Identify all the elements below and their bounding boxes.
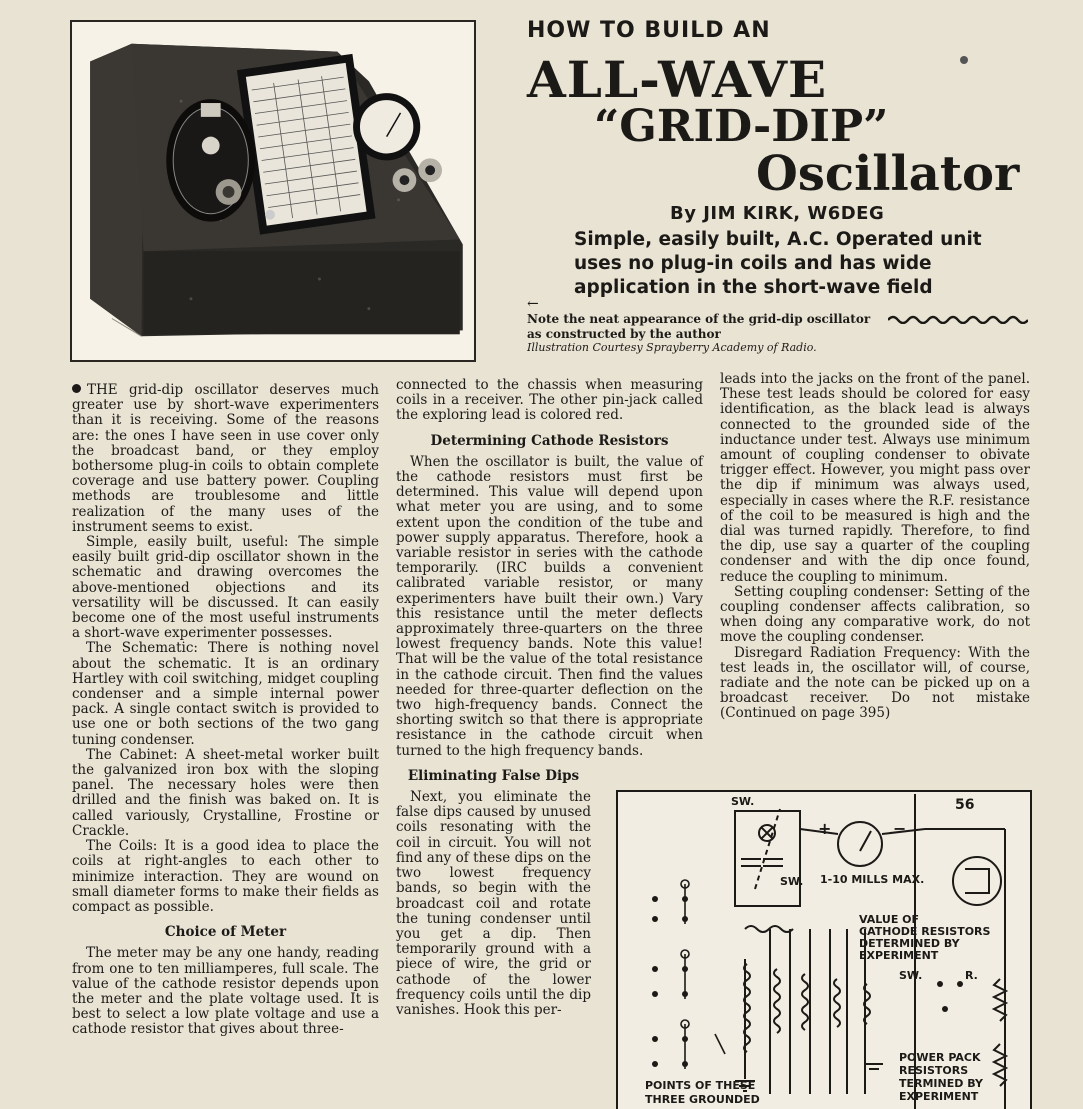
article-column-3 (720, 372, 1030, 722)
section-heading: Determining Cathode Resistors (430, 432, 669, 449)
schematic-sw-top-label: SW. (731, 795, 755, 808)
schematic-meter-label: 1-10 MILLS MAX. (820, 873, 925, 886)
schematic-diagram (615, 789, 1033, 1109)
circuit-schematic (615, 789, 1033, 1109)
schematic-tube-label: 56 (955, 797, 975, 813)
byline: By JIM KIRK, W6DEG (670, 203, 885, 224)
schematic-minus-label: − (893, 819, 907, 838)
schematic-sw-mid-label: SW. (780, 875, 804, 888)
paragraph: The Schematic: There is nothing novel about the schematic. It is an ordinary Hartley with coil switching, midget coupling condenser and a simple internal power pack. A single contact switch is provided to use one or both sections of the two gang tuning condenser. (72, 640, 379, 748)
instrument-illustration (70, 20, 476, 362)
schematic-power-note: POWER PACK RESISTORS TERMINED BY EXPERIMENT (899, 1051, 983, 1103)
oscillator-cabinet-drawing (72, 22, 474, 360)
squiggle-ornament-icon (888, 312, 1028, 324)
paragraph: The Coils: It is a good idea to place the coils at right-angles to each other to minimize interaction. They are wound on small diameter forms to make their fields as compact as possible. (72, 838, 379, 915)
subtitle-deck: Simple, easily built, A.C. Operated unit uses no plug-in coils and has wide application in the short-wave field (574, 229, 982, 298)
section-heading: Eliminating False Dips (407, 767, 580, 784)
paragraph: THE grid-dip oscillator deserves much greater use by short-wave experimenters than it is receiving. Some of the reasons are: the ones I have seen in use cover only the broadcast band, or they employ bothersome plug-in coils to obtain complete coverage and use battery power. Coupling methods are troublesome and little realization of the many uses of the instrument seems to exist. (72, 382, 379, 535)
paragraph: connected to the chassis when measuring coils in a receiver. The other pin-jack called the exploring lead is colored red. (396, 377, 703, 424)
schematic-sw-right-label: SW. (899, 969, 923, 982)
paragraph: Setting coupling condenser: Setting of the coupling condenser affects calibration, so when doing any comparative work, do not move the coupling condenser. (720, 583, 1030, 646)
title-line-2: “GRID-DIP” (594, 101, 889, 152)
paragraph: The meter may be any one handy, reading from one to ten milliamperes, full scale. The value of the cathode resistor depends upon the meter and the plate voltage used. It is best to select a low plate voltage and use a cathode resistor that gives about three- (72, 945, 379, 1038)
schematic-cathode-note: VALUE OF CATHODE RESISTORS DETERMINED BY EXPERIMENT (859, 913, 991, 962)
schematic-plus-label: + (818, 819, 832, 838)
paragraph: leads into the jacks on the front of the panel. These test leads should be colored for easy identification, as the black lead is always connected to the grounded side of the inductance under test. Always use minimum amount of coupling condenser to obivate trigger effect. However, you might pass over the dip if minimum was always used, especially in cases where the R.F. resistance of the coil to be measured is high and the dial was turned rapidly. Therefore, to find the dip, use say a quarter of the coupling condenser and with the dip once found, reduce the coupling to minimum. (720, 371, 1030, 585)
title-line-3: Oscillator (756, 146, 1020, 202)
paragraph: Next, you eliminate the false dips caused by unused coils resonating with the coil in circuit. You will not find any of these dips on the two lowest frequency bands, so begin with the broadcast coil and rotate the tuning condenser until you get a dip. Then temporarily ground with a piece of wire, the grid or cathode of the lower frequency coils until the dip vanishes. Hook this per- (396, 789, 591, 1018)
photo-credit: Illustration Courtesy Sprayberry Academy of Radio. (527, 341, 817, 354)
title-line-1: ALL-WAVE (527, 50, 828, 109)
schematic-points-note: POINTS OF THESE THREE GROUNDED (645, 1079, 760, 1106)
paragraph: When the oscillator is built, the value of the cathode resistors must first be determined. This value will depend upon what meter you are using, and to some extent upon the condition of the tube and power supply apparatus. Therefore, hook a variable resistor in series with the cathode temporarily. (IRC builds a convenient calibrated variable resistor, or many experimenters have built their own.) Vary this resistance until the meter deflects approximately three-quarters on the three lowest frequency bands. Note this value! That will be the value of the total resistance in the cathode circuit. Then find the values needed for three-quarter deflection on the two high-frequency bands. Connect the shorting switch so that there is appropriate resistance in the cathode circuit when turned to the high frequency bands. (396, 453, 703, 759)
paragraph: Simple, easily built, useful: The simple easily built grid-dip oscillator shown in the schematic and drawing overcomes the above-mentioned objections and its versatility will be discussed. It can easily become one of the most useful instruments a short-wave experimenter possesses. (72, 534, 379, 642)
headline-kicker: HOW TO BUILD AN (527, 18, 771, 43)
paragraph: Disregard Radiation Frequency: With the test leads in, the oscillator will, of course, radiate and the note can be picked up on a broadcast receiver. Do not mistake (Continued on page 395) (720, 644, 1030, 722)
paragraph: The Cabinet: A sheet-metal worker built the galvanized iron box with the sloping panel. The necessary holes were then drilled and the finish was baked on. It is called variously, Crystalline, Frostine or Crackle. (72, 746, 379, 839)
section-heading: Choice of Meter (164, 924, 287, 941)
schematic-r-label: R. (965, 969, 978, 982)
decorative-dot (960, 56, 968, 64)
article-column-1 (72, 383, 379, 1038)
caption-arrow-icon: ← (527, 296, 539, 312)
photo-caption: Note the neat appearance of the grid-dip oscillator as constructed by the author (527, 312, 871, 341)
bullet-icon (72, 384, 81, 393)
